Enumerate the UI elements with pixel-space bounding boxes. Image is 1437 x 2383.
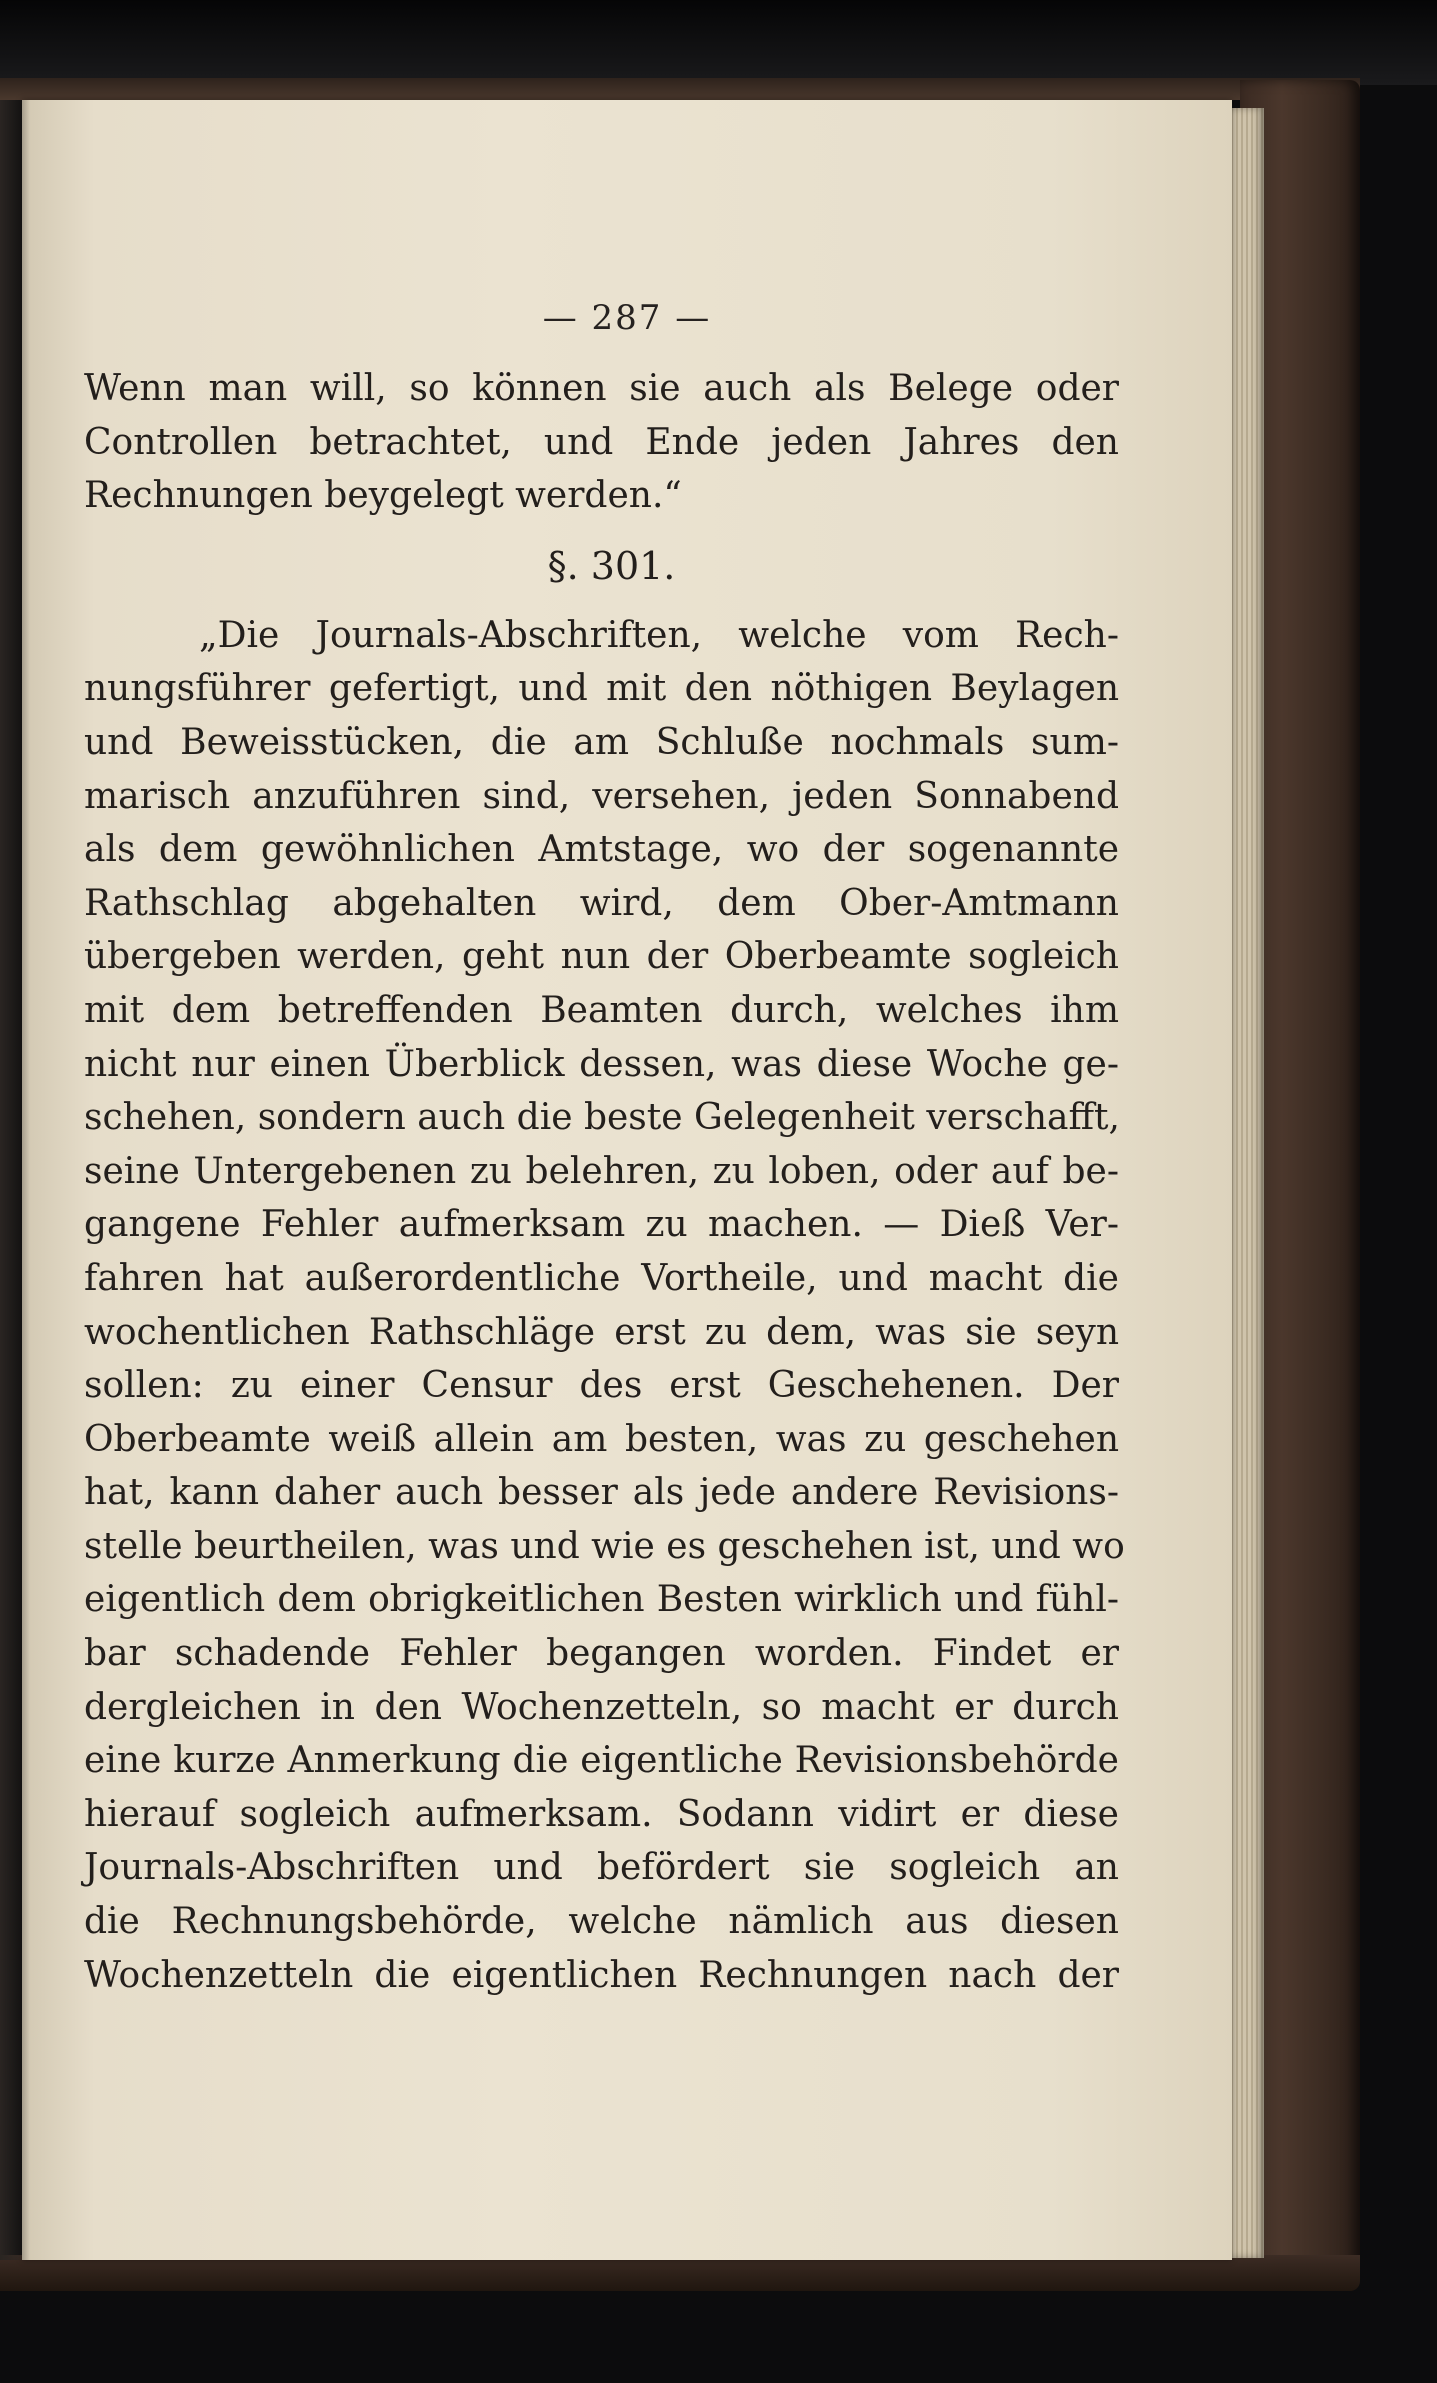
- text-line: stelle beurtheilen, was und wie es geschehen ist, und wo: [84, 1525, 1125, 1567]
- text-line: eigentlich dem obrigkeitlichen Besten wirklich und fühl-: [84, 1579, 1119, 1621]
- text-line: schehen, sondern auch die beste Gelegenheit verschafft,: [84, 1097, 1120, 1139]
- cover-bottom-edge: [0, 2255, 1360, 2291]
- text-line: hierauf sogleich aufmerksam. Sodann vidirt er diese: [84, 1793, 1119, 1835]
- text-line: Wenn man will, so können sie auch als Belege oder: [84, 368, 1119, 409]
- page-text: [84, 362, 1125, 2002]
- gutter-shadow: [0, 100, 30, 2260]
- page-number: — 287 —: [542, 298, 712, 338]
- section-heading: §. 301.: [547, 543, 676, 588]
- text-line: übergeben werden, geht nun der Oberbeamte sogleich: [84, 936, 1119, 978]
- text-line: mit dem betreffenden Beamten durch, welches ihm: [84, 989, 1119, 1031]
- text-line: gangene Fehler aufmerksam zu machen. — Dieß Ver-: [84, 1204, 1119, 1246]
- text-line: die Rechnungsbehörde, welche nämlich aus diesen: [84, 1901, 1119, 1943]
- text-line: fahren hat außerordentliche Vortheile, und macht die: [84, 1257, 1119, 1299]
- text-line: marisch anzuführen sind, versehen, jeden Sonnabend: [84, 775, 1119, 817]
- text-line: seine Untergebenen zu belehren, zu loben, oder auf be-: [84, 1150, 1119, 1192]
- text-line: bar schadende Fehler begangen worden. Findet er: [84, 1633, 1119, 1675]
- text-line: Journals-Abschriften und befördert sie sogleich an: [84, 1847, 1119, 1889]
- text-line: eine kurze Anmerkung die eigentliche Revisionsbehörde: [84, 1740, 1119, 1782]
- text-line: Oberbeamte weiß allein am besten, was zu geschehen: [84, 1418, 1119, 1460]
- text-line: sollen: zu einer Censur des erst Geschehenen. Der: [84, 1365, 1119, 1407]
- text-line: nicht nur einen Überblick dessen, was diese Woche ge-: [84, 1043, 1119, 1085]
- background: [0, 0, 1437, 85]
- text-line: dergleichen in den Wochenzetteln, so macht er durch: [84, 1686, 1119, 1728]
- text-line: und Beweisstücken, die am Schluße nochmals sum-: [84, 721, 1119, 763]
- page-fore-edge: [1228, 108, 1264, 2258]
- text-line: Rechnungen beygelegt werden.“: [84, 475, 682, 517]
- book-page: [22, 100, 1232, 2260]
- text-line: Wochenzetteln die eigentlichen Rechnungen nach der: [84, 1954, 1119, 1996]
- text-line: nungsführer gefertigt, und mit den nöthigen Beylagen: [84, 668, 1119, 710]
- text-line: „Die Journals-Abschriften, welche vom Rech-: [199, 614, 1119, 656]
- text-line: Rathschlag abgehalten wird, dem Ober-Amtmann: [84, 882, 1119, 924]
- cover-top-edge: [0, 78, 1360, 100]
- text-line: als dem gewöhnlichen Amtstage, wo der sogenannte: [84, 829, 1119, 871]
- text-line: Controllen betrachtet, und Ende jeden Jahres den: [84, 421, 1119, 463]
- text-line: wochentlichen Rathschläge erst zu dem, was sie seyn: [84, 1311, 1119, 1353]
- text-line: hat, kann daher auch besser als jede andere Revisions-: [84, 1472, 1119, 1514]
